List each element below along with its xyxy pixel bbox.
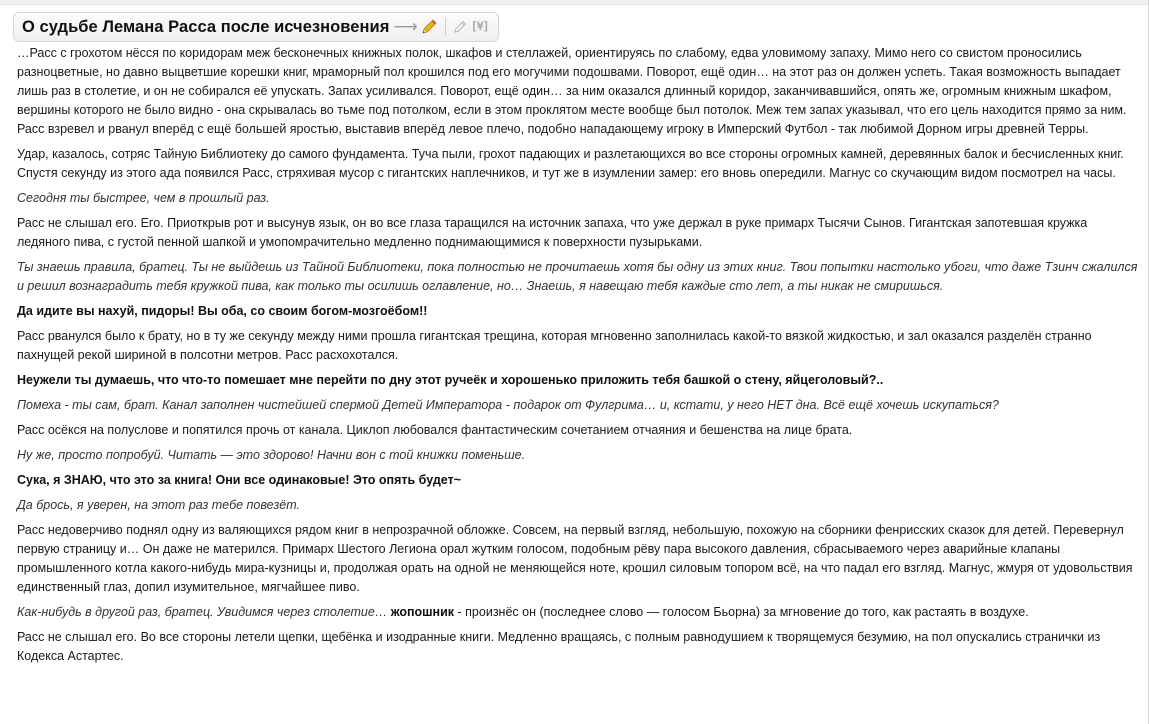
normal-fragment: - произнёс он (последнее слово — голосом Бьорна) за мгновение до того, как растаять в воздухе.	[457, 605, 1029, 619]
paragraph-bold: Неужели ты думаешь, что что-то помешает мне перейти по дну этот ручеёк и хорошенько приложить тебя башкой о стену, яйцеголовый?..	[17, 373, 884, 387]
arrow-right-icon[interactable]: ⟶	[393, 16, 418, 37]
paragraph-bold: Сука, я ЗНАЮ, что это за книга! Они все одинаковые! Это опять будет~	[17, 473, 462, 487]
source-code-icon[interactable]: [¥]	[470, 19, 489, 34]
italic-fragment: Как-нибудь в другой раз, братец. Увидимся через столетие…	[17, 605, 388, 619]
toolbar-separator	[445, 18, 446, 36]
paragraph: …Расс с грохотом нёсся по коридорам меж бесконечных книжных полок, шкафов и стеллажей, ориентируясь по слабому, едва уловимому запаху. Мимо него со свистом проносились разноцветные, но давно выцветшие корешки книг, мраморный пол крошился под его могучими подошвами. Поворот, ещё один… на этот раз он должен успеть. Такая возможность выпадает лишь раз в столетие, и он не собирался её упускать. Запах усиливался. Поворот, ещё один… за ним оказался длинный коридор, заканчивавшийся, опять же, огромным книжным шкафом, вершины которого не было видно - она скрывалась во тьме под потолком, если в этом проклятом месте вообще был потолок. Меж тем запах указывал, что его цель находится прямо за ним. Расс взревел и рванул вперёд с ещё большей яростью, выставив вперёд левое плечо, подобно нападающему игроку в Имперский Футбол - так любимой Дорном игры древней Терры.	[17, 46, 1127, 136]
paragraph-italic: Помеха - ты сам, брат. Канал заполнен чистейшей спермой Детей Императора - подарок от Фулгрима… и, кстати, у него НЕТ дна. Всё ещё хочешь искупаться?	[17, 398, 999, 412]
paragraph: Расс рванулся было к брату, но в ту же секунду между ними прошла гигантская трещина, которая мгновенно заполнилась какой-то вязкой жидкостью, и зал оказался разделён странно пахнущей рекой шириной в полсотни метров. Расс расхохотался.	[17, 329, 1092, 362]
paragraph: Расс осёкся на полуслове и попятился прочь от канала. Циклоп любовался фантастическим сочетанием отчаяния и бешенства на лице брата.	[17, 423, 853, 437]
article-body	[17, 44, 1139, 672]
paragraph: Расс не слышал его. Его. Приоткрыв рот и высунув язык, он во все глаза таращился на источник запаха, что уже держал в руке примарх Тысячи Сынов. Гигантская запотевшая кружка ледяного пива, с густой пенной шапкой и умопомрачительно медленно поднимающимися к поверхности пузырьками.	[17, 216, 1088, 249]
paragraph-bold: Да идите вы нахуй, пидоры! Вы оба, со своим богом-мозгоёбом!!	[17, 304, 428, 318]
paragraph-italic: Да брось, я уверен, на этот раз тебе повезёт.	[17, 498, 300, 512]
top-border	[0, 0, 1149, 5]
paragraph-italic: Ну же, просто попробуй. Читать — это здорово! Начни вон с той книжки поменьше.	[17, 448, 526, 462]
paragraph-italic: Ты знаешь правила, братец. Ты не выйдешь из Тайной Библиотеки, пока полностью не прочитаешь хотя бы одну из этих книг. Твои попытки настолько убоги, что даже Тзинч сжалился и решил вознаградить тебя кружкой пива, как только ты осилишь оглавление, но… Знаешь, я навещаю тебя каждые сто лет, а ты никак не смиришься.	[17, 260, 1138, 293]
wiki-edit-icon[interactable]	[452, 19, 468, 35]
paragraph: Удар, казалось, сотряс Тайную Библиотеку до самого фундамента. Туча пыли, грохот падающих и разлетающихся во все стороны огромных камней, деревянных балок и бесчисленных книг. Спустя секунду из этого ада появился Расс, стряхивая мусор с гигантских наплечников, и тут же в изумлении замер: его вновь опередили. Магнус со скучающим видом посмотрел на часы.	[17, 147, 1124, 180]
paragraph-mixed	[17, 603, 1139, 622]
paragraph: Расс не слышал его. Во все стороны летели щепки, щебёнка и изодранные книги. Медленно вращаясь, с полным равнодушием к творящемуся безумию, на пол опускались странички из Кодекса Астартес.	[17, 630, 1101, 663]
title-bar	[13, 12, 499, 42]
bold-fragment: жопошник	[390, 605, 455, 619]
page-title: О судьбе Лемана Расса после исчезновения	[22, 17, 390, 36]
pencil-icon[interactable]	[420, 18, 438, 36]
paragraph: Расс недоверчиво поднял одну из валяющихся рядом книг в непрозрачной обложке. Совсем, на первый взгляд, небольшую, похожую на сборники фенрисских сказок для детей. Перевернул первую страницу и… Он даже не матерился. Примарх Шестого Легиона орал жутким голосом, подобным рёву пара высокого давления, сбрасываемого через аварийные клапаны промышленного котла какого-нибудь мира-кузницы и, продолжая орать на одной не меняющейся ноте, крошил силовым топором всё, на что падал его взгляд. Магнус, жмуря от удовольствия единственный глаз, допил изумительное, мягчайшее пиво.	[17, 523, 1133, 594]
paragraph-italic: Сегодня ты быстрее, чем в прошлый раз.	[17, 191, 270, 205]
